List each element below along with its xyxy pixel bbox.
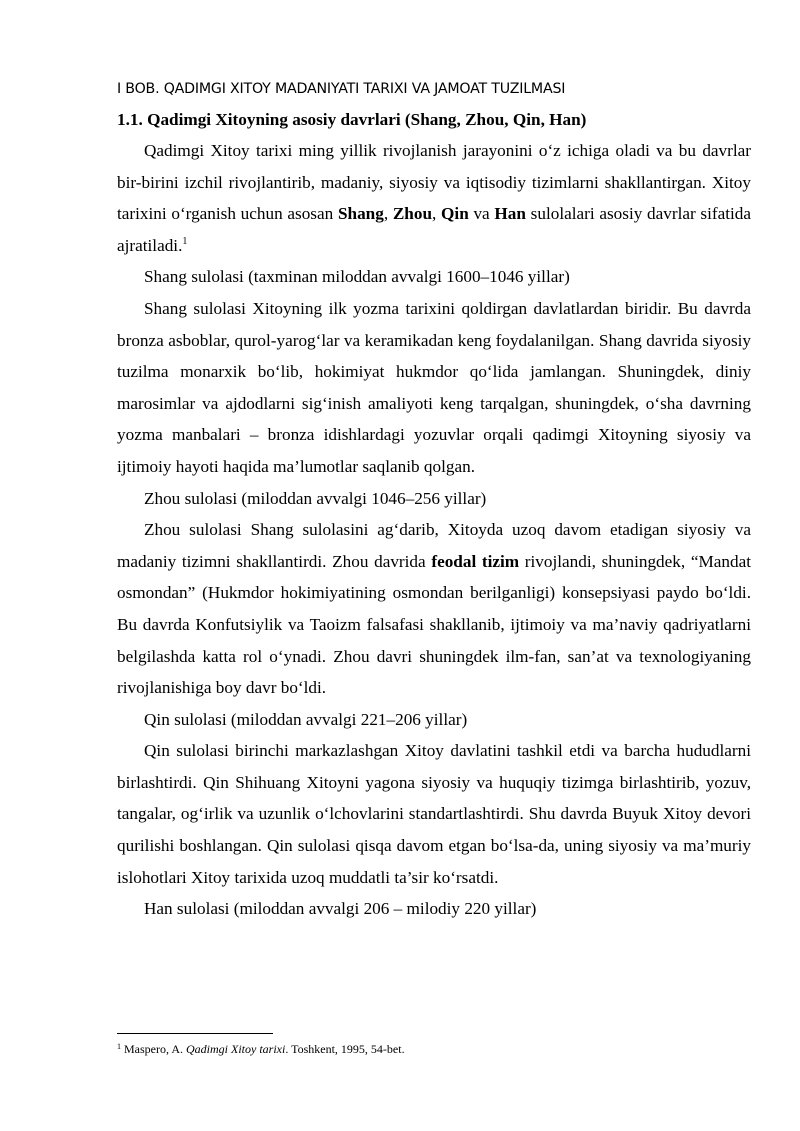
zhou-text-end: rivojlandi, shuningdek, “Mandat osmondan” (Hukmdor hokimiyatining osmondan berilganligi) konsepsiyasi paydo bo‘ldi. Bu davrda Konfutsiylik va Taoizm falsafasi shakllanib, ijtimoiy va ma’naviy qadriyatlarni belgilashda katta rol o‘ynadi. Zhou davri shuningdek ilm-fan, san’at va texnologiyaning rivojlanishiga boy davr bo‘ldi. (117, 551, 751, 698)
bold-shang: Shang (337, 204, 384, 224)
zhou-text: Zhou sulolasi Shang sulolasini ag‘darib, Xitoyda uzoq davom etadigan siyosiy va madaniy tizimni shakllantirdi. Zhou davrida (117, 520, 751, 571)
bold-feodal-tizim: feodal tizim (431, 551, 520, 571)
intro-and: va (468, 204, 495, 224)
bold-qin: Qin (441, 204, 469, 224)
page-content (117, 74, 751, 925)
zhou-heading: Zhou sulolasi (miloddan avvalgi 1046–256 yillar) (144, 488, 487, 508)
intro-comma: , (383, 204, 393, 224)
chapter-title: I BOB. QADIMGI XITOY MADANIYATI TARIXI VA JAMOAT TUZILMASI (117, 81, 566, 97)
intro-paragraph (117, 135, 751, 261)
bold-zhou: Zhou (392, 204, 433, 224)
footnote-number: 1 (117, 1042, 121, 1051)
shang-heading: Shang sulolasi (taxminan miloddan avvalgi 1600–1046 yillar) (144, 267, 570, 287)
footnote-separator (117, 1033, 273, 1034)
han-heading: Han sulolasi (miloddan avvalgi 206 – milodiy 220 yillar) (144, 899, 537, 919)
section-title: 1.1. Qadimgi Xitoyning asosiy davrlari (Shang, Zhou, Qin, Han) (117, 110, 587, 129)
footnote-book-title: Qadimgi Xitoy tarixi (186, 1042, 286, 1056)
footnote (117, 1042, 405, 1057)
qin-heading: Qin sulolasi (miloddan avvalgi 221–206 yillar) (144, 709, 468, 729)
intro-text-end: sulolalari asosiy davrlar sifatida ajratiladi. (117, 204, 752, 255)
qin-paragraph: Qin sulolasi birinchi markazlashgan Xitoy davlatini tashkil etdi va barcha hududlarni birlashtirdi. Qin Shihuang Xitoyni yagona siyosiy va huquqiy tizimga birlashtirib, yozuv, tangalar, og‘irlik va uzunlik o‘lchovlarini standartlashtirdi. Shu davrda Buyuk Xitoy devori qurilishi boshlangan. Qin sulolasi qisqa davom etgan bo‘lsa-da, uning siyosiy va ma’muriy islohotlari Xitoy tarixida uzoq muddatli ta’sir ko‘rsatdi. (117, 741, 751, 887)
footnote-reference[interactable]: 1 (182, 235, 188, 247)
footnote-details: . Toshkent, 1995, 54-bet. (285, 1042, 405, 1056)
intro-comma: , (432, 204, 442, 224)
shang-paragraph: Shang sulolasi Xitoyning ilk yozma tarixini qoldirgan davlatlardan biridir. Bu davrda bronza asboblar, qurol-yarog‘lar va keramikadan keng foydalanilgan. Shang davrida siyosiy tuzilma monarxik bo‘lib, hokimiyat hukmdor qo‘lida jamlangan. Shuningdek, diniy marosimlar va ajdodlarni sig‘inish amaliyoti keng tarqalgan, shuningdek, o‘sha davrning yozma manbalari – bronza idishlardagi yozuvlar orqali qadimgi Xitoyning siyosiy va ijtimoiy hayoti haqida ma’lumotlar saqlanib qolgan. (117, 298, 751, 476)
zhou-paragraph (117, 514, 751, 704)
intro-text: Qadimgi Xitoy tarixi ming yillik rivojlanish jarayonini o‘z ichiga oladi va bu davrlar bir-birini izchil rivojlantirib, madaniy, siyosiy va iqtisodiy tizimlarni shakllantirgan. Xitoy tarixini o‘rganish uchun asosan (117, 141, 751, 224)
footnote-author: Maspero, A. (121, 1042, 186, 1056)
bold-han: Han (494, 204, 526, 224)
